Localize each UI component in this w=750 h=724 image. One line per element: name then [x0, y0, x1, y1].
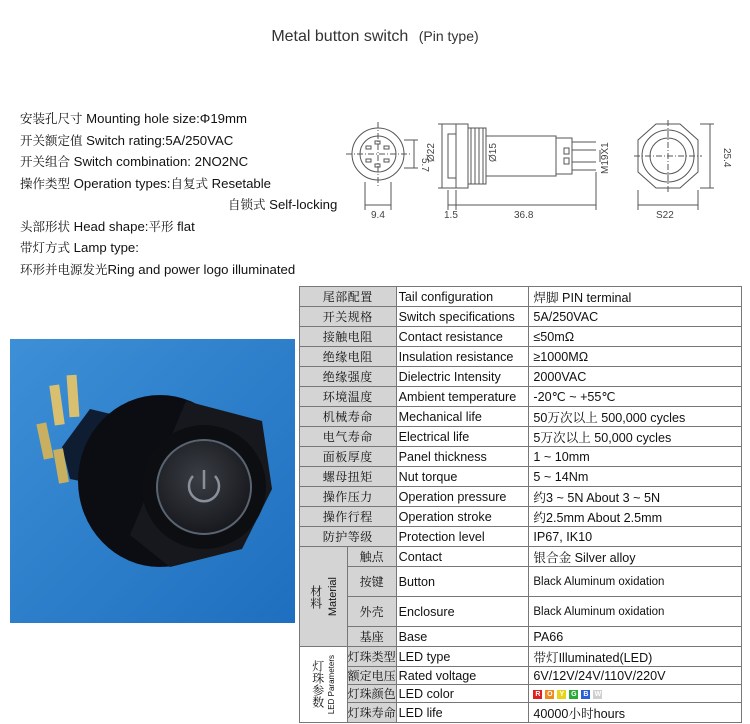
led-color-swatch: W: [594, 690, 602, 698]
led-group-label: 灯珠参数 LED Parameters: [300, 647, 348, 723]
led-color-swatch: R: [535, 690, 541, 698]
led-color-swatch: G: [571, 690, 577, 698]
spec-table: [299, 286, 742, 723]
table-row: 开关规格 Switch specifications 5A/250VAC: [300, 307, 742, 327]
spec-item: 安装孔尺寸 Mounting hole size:Φ19mm: [20, 111, 247, 126]
title-main: Metal button switch: [271, 28, 409, 45]
table-row: 灯珠寿命 LED life 40000小时hours: [300, 703, 742, 723]
dim-label: M19X1: [600, 142, 611, 174]
spec-item: 带灯方式 Lamp type:: [20, 240, 139, 255]
dim-label: 9.4: [371, 210, 385, 221]
table-row: 接触电阻 Contact resistance ≤50mΩ: [300, 327, 742, 347]
dim-label: S22: [656, 210, 674, 221]
table-row: 操作行程 Operation stroke 约2.5mm About 2.5mm: [300, 507, 742, 527]
led-color-swatch: B: [583, 690, 589, 698]
led-color-swatch: Y: [557, 690, 566, 699]
table-row: 按键 Button Black Aluminum oxidation: [300, 567, 742, 597]
dim-label: 25.4: [721, 148, 732, 168]
product-photo: [10, 339, 295, 623]
table-row: 绝缘强度 Dielectric Intensity 2000VAC: [300, 367, 742, 387]
table-row: 环境温度 Ambient temperature -20℃ ~ +55℃: [300, 387, 742, 407]
spec-item: 自锁式 Self-locking: [228, 197, 338, 212]
led-color-cell: [529, 685, 742, 703]
led-color-swatches: [533, 690, 602, 699]
material-group-label: 材料 Material: [300, 547, 348, 647]
table-row: 外壳 Enclosure Black Aluminum oxidation: [300, 597, 742, 627]
table-row: 防护等级 Protection level IP67, IK10: [300, 527, 742, 547]
dim-label: Ø22: [426, 143, 437, 162]
table-row: 尾部配置 Tail configuration 焊脚 PIN terminal: [300, 287, 742, 307]
dim-label: 5.7: [419, 158, 430, 172]
dimension-drawing: [338, 110, 748, 222]
spec-item: 操作类型 Operation types:自复式 Resetable: [20, 175, 272, 191]
table-row: 螺母扭矩 Nut torque 5 ~ 14Nm: [300, 467, 742, 487]
title-sub: (Pin type): [418, 28, 479, 44]
spec-item: 开关组合 Switch combination: 2NO2NC: [20, 154, 249, 169]
table-row: 额定电压 Rated voltage 6V/12V/24V/110V/220V: [300, 667, 742, 685]
table-row: 材料 Material 触点 Contact 银合金 Silver alloy: [300, 547, 742, 567]
spec-item: 开关额定值 Switch rating:5A/250VAC: [20, 132, 234, 148]
dim-label: 1.5: [444, 210, 458, 221]
table-row: 面板厚度 Panel thickness 1 ~ 10mm: [300, 447, 742, 467]
table-row: 电气寿命 Electrical life 5万次以上 50,000 cycles: [300, 427, 742, 447]
table-row: 机械寿命 Mechanical life 50万次以上 500,000 cycles: [300, 407, 742, 427]
spec-item: 环形并电源发光Ring and power logo illuminated: [20, 261, 296, 277]
table-row: 灯珠颜色 LED color R O Y G B W: [300, 685, 742, 703]
dim-label: Ø15: [488, 143, 499, 162]
table-row: 绝缘电阻 Insulation resistance ≥1000MΩ: [300, 347, 742, 367]
spec-list: [20, 108, 337, 280]
dim-label: 36.8: [514, 210, 534, 221]
table-row: 灯珠参数 LED Parameters 灯珠类型 LED type 带灯Illuminated(LED): [300, 647, 742, 667]
table-row: 操作压力 Operation pressure 约3 ~ 5N About 3 ~ 5N: [300, 487, 742, 507]
led-color-swatch: O: [547, 690, 553, 698]
table-row: 基座 Base PA66: [300, 627, 742, 647]
spec-item: 头部形状 Head shape:平形 flat: [20, 218, 195, 234]
page-title: [0, 28, 750, 46]
